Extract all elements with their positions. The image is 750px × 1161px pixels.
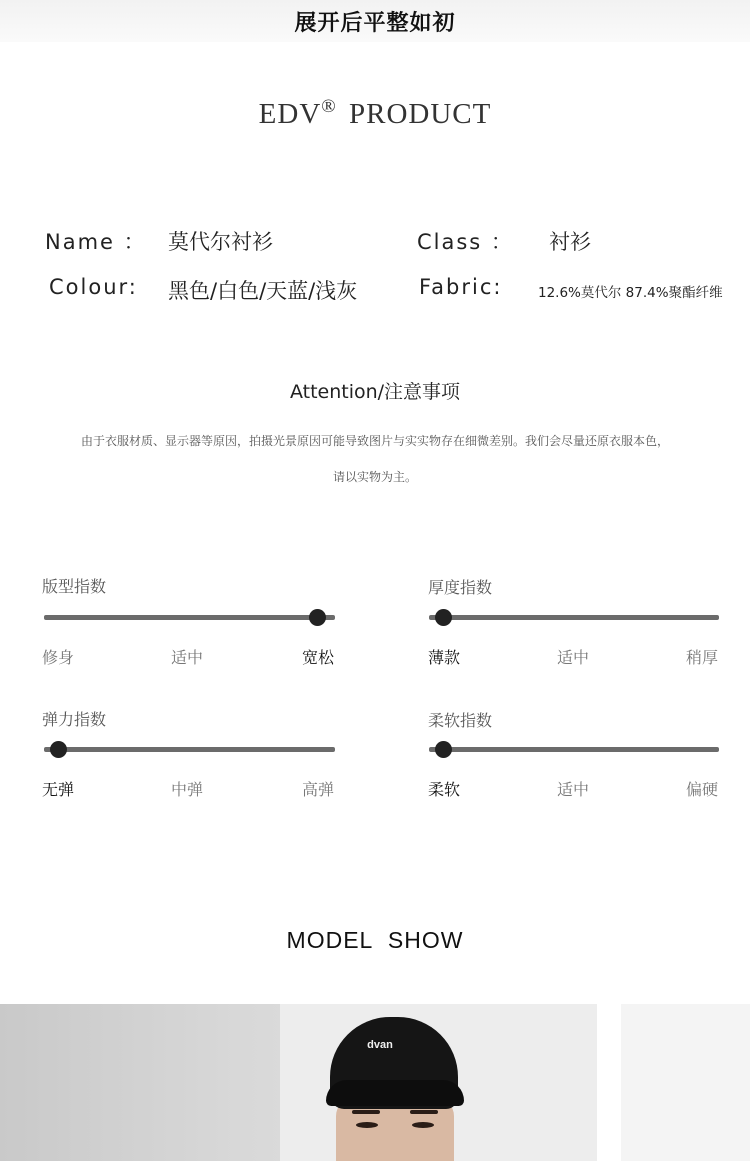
fit-index-tick-3: 宽松 — [302, 648, 335, 667]
thickness-index-tick-2: 适中 — [557, 648, 590, 667]
attention-title: Attention/注意事项 — [289, 381, 461, 403]
class-value: 衬衫 — [549, 230, 591, 254]
softness-index-knob — [435, 741, 452, 758]
cap-logo: dvan — [367, 1039, 393, 1051]
cap-brim — [326, 1080, 464, 1106]
attention-line-2: 请以实物为主。 — [332, 470, 417, 484]
softness-index-tick-1: 柔软 — [428, 780, 461, 799]
fabric-label: Fabric: — [419, 275, 503, 299]
top-banner — [0, 0, 750, 42]
class-label: Class ： — [417, 230, 514, 254]
elasticity-index-title: 弹力指数 — [42, 710, 107, 729]
registered-mark: ® — [321, 96, 337, 117]
name-value: 莫代尔衬衫 — [168, 230, 273, 254]
elasticity-index-track — [44, 747, 335, 752]
colour-value: 黑色/白色/天蓝/浅灰 — [168, 279, 358, 303]
thickness-index-tick-3: 稍厚 — [686, 648, 719, 667]
colour-label: Colour: — [49, 275, 138, 299]
model-left-brow — [352, 1110, 380, 1114]
thickness-index-tick-1: 薄款 — [428, 648, 461, 667]
banner-text: 展开后平整如初 — [294, 11, 456, 36]
fit-index-knob — [309, 609, 326, 626]
elasticity-index-tick-3: 高弹 — [302, 780, 335, 799]
softness-index-tick-2: 适中 — [557, 780, 590, 799]
fit-index-tick-2: 适中 — [171, 648, 204, 667]
next-model-photo — [621, 1004, 750, 1161]
brand-name: EDV — [258, 98, 322, 130]
thickness-index-track — [429, 615, 719, 620]
elasticity-index-tick-1: 无弹 — [42, 780, 75, 799]
name-label: Name ： — [45, 230, 147, 254]
model-left-eye — [356, 1122, 378, 1128]
model-photo — [0, 1004, 597, 1161]
thickness-index-title: 厚度指数 — [428, 578, 493, 597]
fit-index-track — [44, 615, 335, 620]
elasticity-index-knob — [50, 741, 67, 758]
brand-title — [0, 96, 750, 131]
softness-index-track — [429, 747, 719, 752]
fit-index-title: 版型指数 — [42, 577, 107, 596]
model-right-brow — [410, 1110, 438, 1114]
thickness-index-knob — [435, 609, 452, 626]
fit-index-tick-1: 修身 — [42, 648, 75, 667]
softness-index-title: 柔软指数 — [428, 711, 493, 730]
model-right-eye — [412, 1122, 434, 1128]
brand-word: PRODUCT — [348, 98, 492, 130]
softness-index-tick-3: 偏硬 — [686, 780, 719, 799]
attention-line-1: 由于衣服材质、显示器等原因，拍摄光景原因可能导致图片与实实物存在细微差别。我们会尽量还原衣服本色， — [80, 434, 669, 448]
model-show-title: MODEL SHOW — [286, 927, 464, 953]
elasticity-index-tick-2: 中弹 — [171, 780, 204, 799]
fabric-value: 12.6%莫代尔 87.4%聚酯纤维 — [538, 285, 723, 301]
